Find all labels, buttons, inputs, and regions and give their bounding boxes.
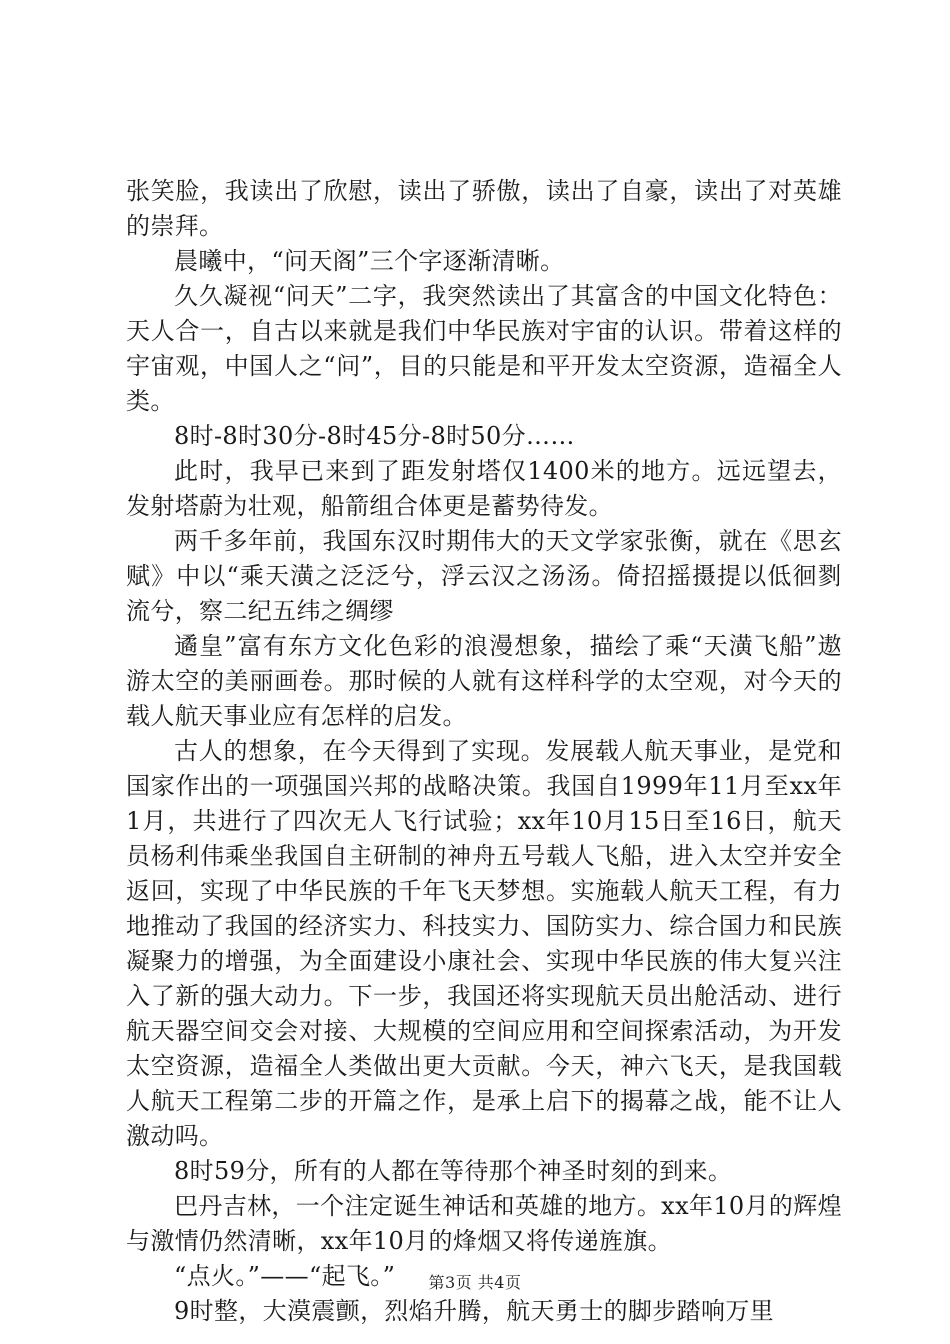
- paragraph: 张笑脸，我读出了欣慰，读出了骄傲，读出了自豪，读出了对英雄的崇拜。: [126, 177, 842, 240]
- paragraph: 8时-8时30分-8时45分-8时50分……: [174, 422, 575, 450]
- paragraph: 9时整，大漠震颤，烈焰升腾，航天勇士的脚步踏响万里: [174, 1297, 775, 1325]
- paragraph: 晨曦中，“问天阁”三个字逐渐清晰。: [174, 247, 565, 275]
- paragraph: 巴丹吉林，一个注定诞生神话和英雄的地方。xx年10月的辉煌与激情仍然清晰，xx年10月的烽烟又将传递旌旗。: [126, 1192, 842, 1255]
- paragraph: 久久凝视“问天”二字，我突然读出了其富含的中国文化特色：天人合一，自古以来就是我们中华民族对宇宙的认识。带着这样的宇宙观，中国人之“问”，目的只能是和平开发太空资源，造福全人类。: [126, 282, 842, 415]
- paragraph: 8时59分，所有的人都在等待那个神圣时刻的到来。: [174, 1157, 733, 1185]
- page-number-footer: 第3页 共4页: [428, 1273, 522, 1292]
- paragraph: 遹皇”富有东方文化色彩的浪漫想象，描绘了乘“天潢飞船”遨游太空的美丽画卷。那时候的人就有这样科学的太空观，对今天的载人航天事业应有怎样的启发。: [126, 632, 842, 730]
- paragraph: 两千多年前，我国东汉时期伟大的天文学家张衡，就在《思玄赋》中以“乘天潢之泛泛兮，浮云汉之汤汤。倚招摇摄提以低徊剹流兮，察二纪五纬之绸缪: [126, 527, 842, 625]
- paragraph: 古人的想象，在今天得到了实现。发展载人航天事业，是党和国家作出的一项强国兴邦的战略决策。我国自1999年11月至xx年1月，共进行了四次无人飞行试验；xx年10月15日至16日，航天员杨利伟乘坐我国自主研制的神舟五号载人飞船，进入太空并安全返回，实现了中华民族的千年飞天梦想。实施载人航天工程，有力地推动了我国的经济实力、科技实力、国防实力、综合国力和民族凝聚力的增强，为全面建设小康社会、实现中华民族的伟大复兴注入了新的强大动力。下一步，我国还将实现航天员出舱活动、进行航天器空间交会对接、大规模的空间应用和空间探索活动，为开发太空资源，造福全人类做出更大贡献。今天，神六飞天，是我国载人航天工程第二步的开篇之作，是承上启下的揭幕之战，能不让人激动吗。: [126, 737, 842, 1150]
- paragraph: 此时，我早已来到了距发射塔仅1400米的地方。远远望去，发射塔蔚为壮观，船箭组合体更是蓄势待发。: [126, 457, 842, 520]
- body-text: [126, 174, 842, 1329]
- paragraph: “点火。”——“起飞。”: [174, 1262, 396, 1290]
